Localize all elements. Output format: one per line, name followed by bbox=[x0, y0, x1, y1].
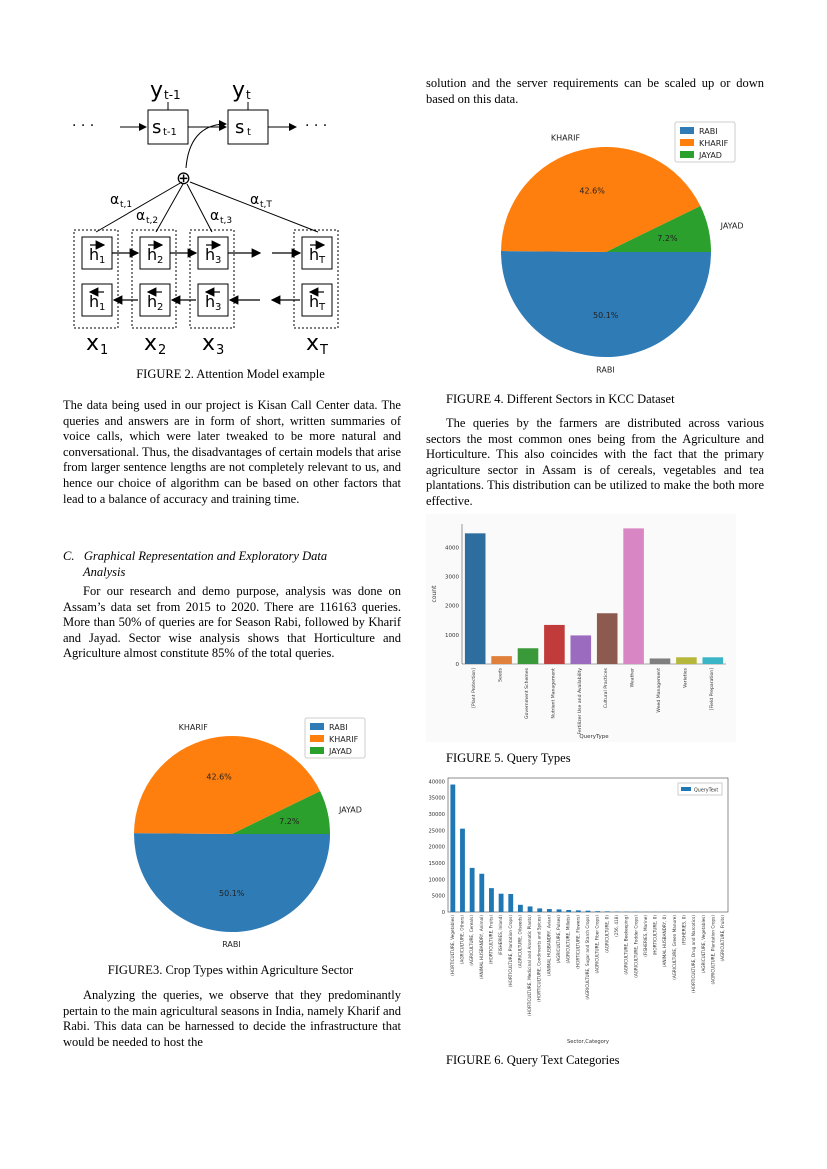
pie-category-label: JAYAD bbox=[720, 221, 744, 231]
x-axis-label: QueryType bbox=[579, 734, 609, 740]
pie-pct-label: 50.1% bbox=[592, 310, 619, 320]
h-label: h bbox=[205, 292, 216, 311]
y-tick-label: 0 bbox=[441, 910, 445, 916]
h-label: h bbox=[309, 245, 320, 264]
legend-label: JAYAD bbox=[329, 747, 352, 756]
bar bbox=[479, 874, 484, 912]
query-types-bar-chart bbox=[426, 514, 736, 742]
bar bbox=[586, 911, 591, 912]
left-paragraph-1: The data being used in our project is Kisan Call Center data. The queries and answers are in form of short, written summaries of voice calls, which were later tweaked to be more natural and conversational. Thus, the disadvantages of certain models that arise from larger sentence lengths are not completely relevant to us, and hence our choice of algorithm can be based on other factors that lead to a balance of accuracy and training time. bbox=[63, 398, 401, 506]
pie-pct-label: 42.6% bbox=[579, 186, 605, 196]
x-label: x bbox=[86, 331, 100, 356]
attention-model-diagram bbox=[60, 72, 410, 362]
x-tick-label: (FISHERIES, 0) bbox=[681, 915, 687, 946]
x-tick-label: (AGRICULTURE, Pulses) bbox=[556, 915, 562, 964]
sum-node: ⊕ bbox=[176, 168, 192, 189]
x-tick-label: (AGRICULTURE, Vegetables) bbox=[700, 915, 706, 974]
alpha-subscript: t,2 bbox=[146, 216, 159, 226]
ellipsis: · · · bbox=[305, 118, 328, 134]
y-tick-label: 2000 bbox=[445, 603, 459, 610]
y-tick-label: 0 bbox=[455, 662, 459, 668]
bar bbox=[537, 908, 542, 912]
x-label: x bbox=[202, 331, 216, 356]
ellipsis: · · · bbox=[72, 118, 95, 134]
pie-legend bbox=[675, 122, 735, 162]
h-label: h bbox=[89, 245, 100, 264]
bar bbox=[450, 785, 455, 912]
alpha-subscript: t,3 bbox=[220, 216, 233, 226]
x-tick-label: (AGRICULTURE, Millets) bbox=[565, 915, 571, 964]
bar bbox=[508, 894, 513, 912]
legend-label: QueryText bbox=[694, 788, 719, 794]
y-subscript: t bbox=[246, 88, 251, 102]
s-label: s bbox=[152, 117, 162, 138]
legend-swatch bbox=[310, 723, 324, 730]
s-subscript: t-1 bbox=[163, 127, 177, 138]
sectors-pie-chart bbox=[455, 118, 755, 380]
figure4-caption: FIGURE 4. Different Sectors in KCC Dataset bbox=[446, 392, 675, 406]
pie-category-label: KHARIF bbox=[178, 722, 208, 732]
h-subscript: 3 bbox=[215, 302, 222, 313]
x-tick-label: (HORTICULTURE, Plantation Crops) bbox=[507, 915, 513, 988]
bar bbox=[499, 894, 504, 912]
section-label: C. bbox=[63, 549, 75, 563]
bar bbox=[605, 911, 610, 912]
x-tick-label: (FISHERIES, Marine) bbox=[642, 915, 648, 957]
h-label: h bbox=[147, 245, 158, 264]
bar bbox=[576, 910, 581, 912]
bar bbox=[703, 657, 724, 664]
x-tick-label: (HORTICULTURE, Flowers) bbox=[575, 915, 581, 969]
y-tick-label: 30000 bbox=[428, 811, 445, 818]
legend-swatch bbox=[680, 139, 694, 146]
x-tick-label: (HORTICULTURE, Fruits) bbox=[488, 915, 494, 965]
bar bbox=[650, 658, 671, 664]
section-title-line2: Analysis bbox=[83, 564, 126, 579]
legend-label: KHARIF bbox=[699, 139, 729, 148]
x-subscript: 2 bbox=[158, 343, 167, 358]
left-paragraph-3: Analyzing the queries, we observe that they predominantly pertain to the main agricultural seasons in India, namely Kharif and Rabi. This data can be harnessed to decide the infrastructure that would be needed to host the bbox=[63, 988, 401, 1049]
figure2-caption: FIGURE 2. Attention Model example bbox=[136, 367, 325, 381]
y-tick-label: 20000 bbox=[428, 844, 445, 851]
right-paragraph-2: The queries by the farmers are distributed across various sectors the most common ones being from the Agriculture and Horticulture. This also coincides with the fact that the primary agriculture sector in Assam is of cereals, vegetables and tea plantations. This distribution can be utilized to make the both more effective. bbox=[426, 416, 764, 508]
pie-category-label: KHARIF bbox=[550, 133, 581, 143]
s-label: s bbox=[235, 117, 245, 138]
h-subscript: 2 bbox=[157, 302, 164, 313]
bar bbox=[465, 533, 486, 664]
x-subscript: 1 bbox=[100, 343, 109, 358]
x-tick-label: (AGRICULTURE, Cereals) bbox=[469, 915, 475, 966]
x-tick-label: (HORTICULTURE, Drug and Narcotics) bbox=[691, 915, 697, 993]
x-tick-label: (AGRICULTURE, Fiber Crops) bbox=[594, 915, 600, 974]
x-tick-label: (AGRICULTURE, Beekeeping) bbox=[623, 915, 629, 975]
pie-category-label: RABI bbox=[596, 365, 615, 375]
bar bbox=[595, 911, 600, 912]
legend-label: RABI bbox=[329, 723, 348, 732]
bar bbox=[547, 909, 552, 912]
x-tick-label: [Field Preparation] bbox=[709, 668, 715, 711]
y-tick-label: 3000 bbox=[445, 574, 459, 581]
legend-label: JAYAD bbox=[699, 151, 722, 160]
pie-category-label: RABI bbox=[222, 939, 241, 949]
bar bbox=[470, 868, 475, 912]
figure6-caption: FIGURE 6. Query Text Categories bbox=[446, 1053, 620, 1067]
crop-types-pie-chart bbox=[90, 716, 380, 956]
left-paragraph-2: For our research and demo purpose, analysis was done on Assam’s data set from 2015 to 2020. There are 116163 queries. More than 50% of queries are for Season Rabi, followed by Kharif and Jayad. Sector wise analysis shows that Horticulture and Agriculture almost constitute 85% of the total queries. bbox=[63, 584, 401, 661]
alpha-label: α bbox=[250, 192, 260, 208]
x-tick-label: Seeds bbox=[498, 668, 504, 682]
bar bbox=[571, 635, 592, 664]
h-subscript: 2 bbox=[157, 255, 164, 266]
h-subscript: 1 bbox=[99, 302, 106, 313]
bar bbox=[566, 910, 571, 912]
x-tick-label: (HORTICULTURE, Vegetables) bbox=[449, 915, 455, 976]
bar bbox=[491, 656, 512, 664]
legend-swatch bbox=[310, 747, 324, 754]
x-tick-label: Weed Management bbox=[657, 668, 662, 713]
x-tick-label: (ANIMAL HUSBANDRY, Avian) bbox=[546, 915, 552, 976]
x-tick-label: Varieties bbox=[683, 668, 689, 688]
x-tick-label: (HORTICULTURE, Condiments and Spices) bbox=[536, 915, 542, 1002]
h-subscript: T bbox=[319, 302, 326, 313]
legend-swatch bbox=[310, 735, 324, 742]
x-subscript: 3 bbox=[216, 343, 225, 358]
alpha-label: α bbox=[136, 208, 146, 224]
h-subscript: T bbox=[319, 255, 326, 266]
y-label: y bbox=[150, 78, 164, 103]
x-tick-label: (AGRICULTURE, Fruits) bbox=[720, 915, 726, 962]
y-subscript: t-1 bbox=[164, 88, 181, 102]
x-tick-label: (ANIMAL HUSBANDRY, Animal) bbox=[478, 915, 484, 979]
h-label: h bbox=[205, 245, 216, 264]
legend-label: KHARIF bbox=[329, 735, 359, 744]
x-tick-label: Fertilizer Use and Availability bbox=[577, 668, 583, 735]
y-tick-label: 1000 bbox=[445, 632, 459, 639]
y-tick-label: 35000 bbox=[428, 795, 445, 802]
pie-pct-label: 42.6% bbox=[206, 772, 232, 782]
pie-category-label: JAYAD bbox=[338, 805, 362, 815]
h-label: h bbox=[147, 292, 158, 311]
x-tick-label: (AGRICULTURE, Others) bbox=[459, 915, 465, 965]
bar bbox=[489, 888, 494, 912]
y-tick-label: 5000 bbox=[431, 893, 445, 900]
section-c-heading bbox=[63, 549, 401, 580]
x-tick-label: [Plant Protection] bbox=[472, 668, 478, 708]
bar bbox=[597, 613, 618, 664]
x-label: x bbox=[144, 331, 158, 356]
x-tick-label: (256, 418) bbox=[613, 915, 619, 937]
x-tick-label: (HORTICULTURE, 0) bbox=[652, 915, 658, 956]
x-label: x bbox=[306, 331, 320, 356]
y-tick-label: 10000 bbox=[428, 877, 445, 884]
alpha-subscript: t,1 bbox=[120, 200, 133, 210]
x-tick-label: Nutrient Management bbox=[551, 668, 557, 719]
x-axis-label: Sector,Category bbox=[566, 1039, 610, 1045]
y-tick-label: 40000 bbox=[428, 779, 445, 786]
bar bbox=[544, 625, 565, 664]
pie-slice-rabi bbox=[501, 251, 711, 357]
alpha-subscript: t,T bbox=[260, 200, 272, 210]
x-tick-label: (AGRICULTURE, 0) bbox=[604, 915, 610, 953]
legend-swatch bbox=[680, 127, 694, 134]
query-text-categories-bar-chart bbox=[416, 772, 732, 1047]
y-tick-label: 15000 bbox=[428, 860, 445, 867]
x-subscript: T bbox=[320, 343, 328, 358]
y-label: y bbox=[232, 78, 246, 103]
bar bbox=[528, 906, 533, 912]
y-tick-label: 4000 bbox=[445, 545, 459, 552]
bar bbox=[676, 657, 697, 664]
figure5-caption: FIGURE 5. Query Types bbox=[446, 751, 571, 765]
legend-swatch bbox=[680, 151, 694, 158]
bar bbox=[518, 905, 523, 912]
x-tick-label: Weather bbox=[630, 668, 636, 688]
figure3-caption: FIGURE3. Crop Types within Agriculture Sector bbox=[107, 963, 354, 977]
pie-slice-rabi bbox=[134, 833, 330, 932]
pie-legend bbox=[305, 718, 365, 758]
x-tick-label: Government Schemes bbox=[525, 668, 530, 719]
pie-pct-label: 7.2% bbox=[279, 816, 300, 826]
alpha-label: α bbox=[210, 208, 220, 224]
bar bbox=[557, 909, 562, 912]
x-tick-label: Cultural Practices bbox=[604, 668, 610, 709]
s-subscript: t bbox=[247, 127, 251, 138]
bar bbox=[518, 648, 539, 664]
x-tick-label: (HORTICULTURE, Medicinal and Aromatic Plants) bbox=[527, 915, 533, 1016]
legend-swatch bbox=[681, 787, 691, 791]
h-label: h bbox=[89, 292, 100, 311]
x-tick-label: (AGRICULTURE, Sugar and Starch Crops) bbox=[585, 915, 590, 1000]
y-axis-label: count bbox=[431, 585, 438, 603]
h-label: h bbox=[309, 292, 320, 311]
section-title-line1: Graphical Representation and Exploratory Data bbox=[83, 549, 328, 563]
x-tick-label: (ANIMAL HUSBANDRY, 0) bbox=[662, 915, 668, 968]
right-paragraph-1: solution and the server requirements can be scaled up or down based on this data. bbox=[426, 76, 764, 106]
legend-label: RABI bbox=[699, 127, 718, 136]
h-subscript: 1 bbox=[99, 255, 106, 266]
x-tick-label: (AGRICULTURE, Fodder Crops) bbox=[633, 915, 639, 978]
alpha-label: α bbox=[110, 192, 120, 208]
y-tick-label: 25000 bbox=[428, 828, 445, 835]
bar bbox=[460, 829, 465, 912]
bar bbox=[623, 528, 644, 664]
x-tick-label: (AGRICULTURE, Plantation Crops) bbox=[710, 915, 716, 985]
x-tick-label: (AGRICULTURE, Green Manure) bbox=[671, 915, 677, 980]
x-tick-label: (FISHERIES, Inland) bbox=[498, 915, 504, 956]
pie-pct-label: 7.2% bbox=[657, 233, 678, 243]
pie-pct-label: 50.1% bbox=[219, 888, 245, 898]
h-subscript: 3 bbox=[215, 255, 222, 266]
x-tick-label: (AGRICULTURE, Oilseeds) bbox=[517, 915, 523, 968]
